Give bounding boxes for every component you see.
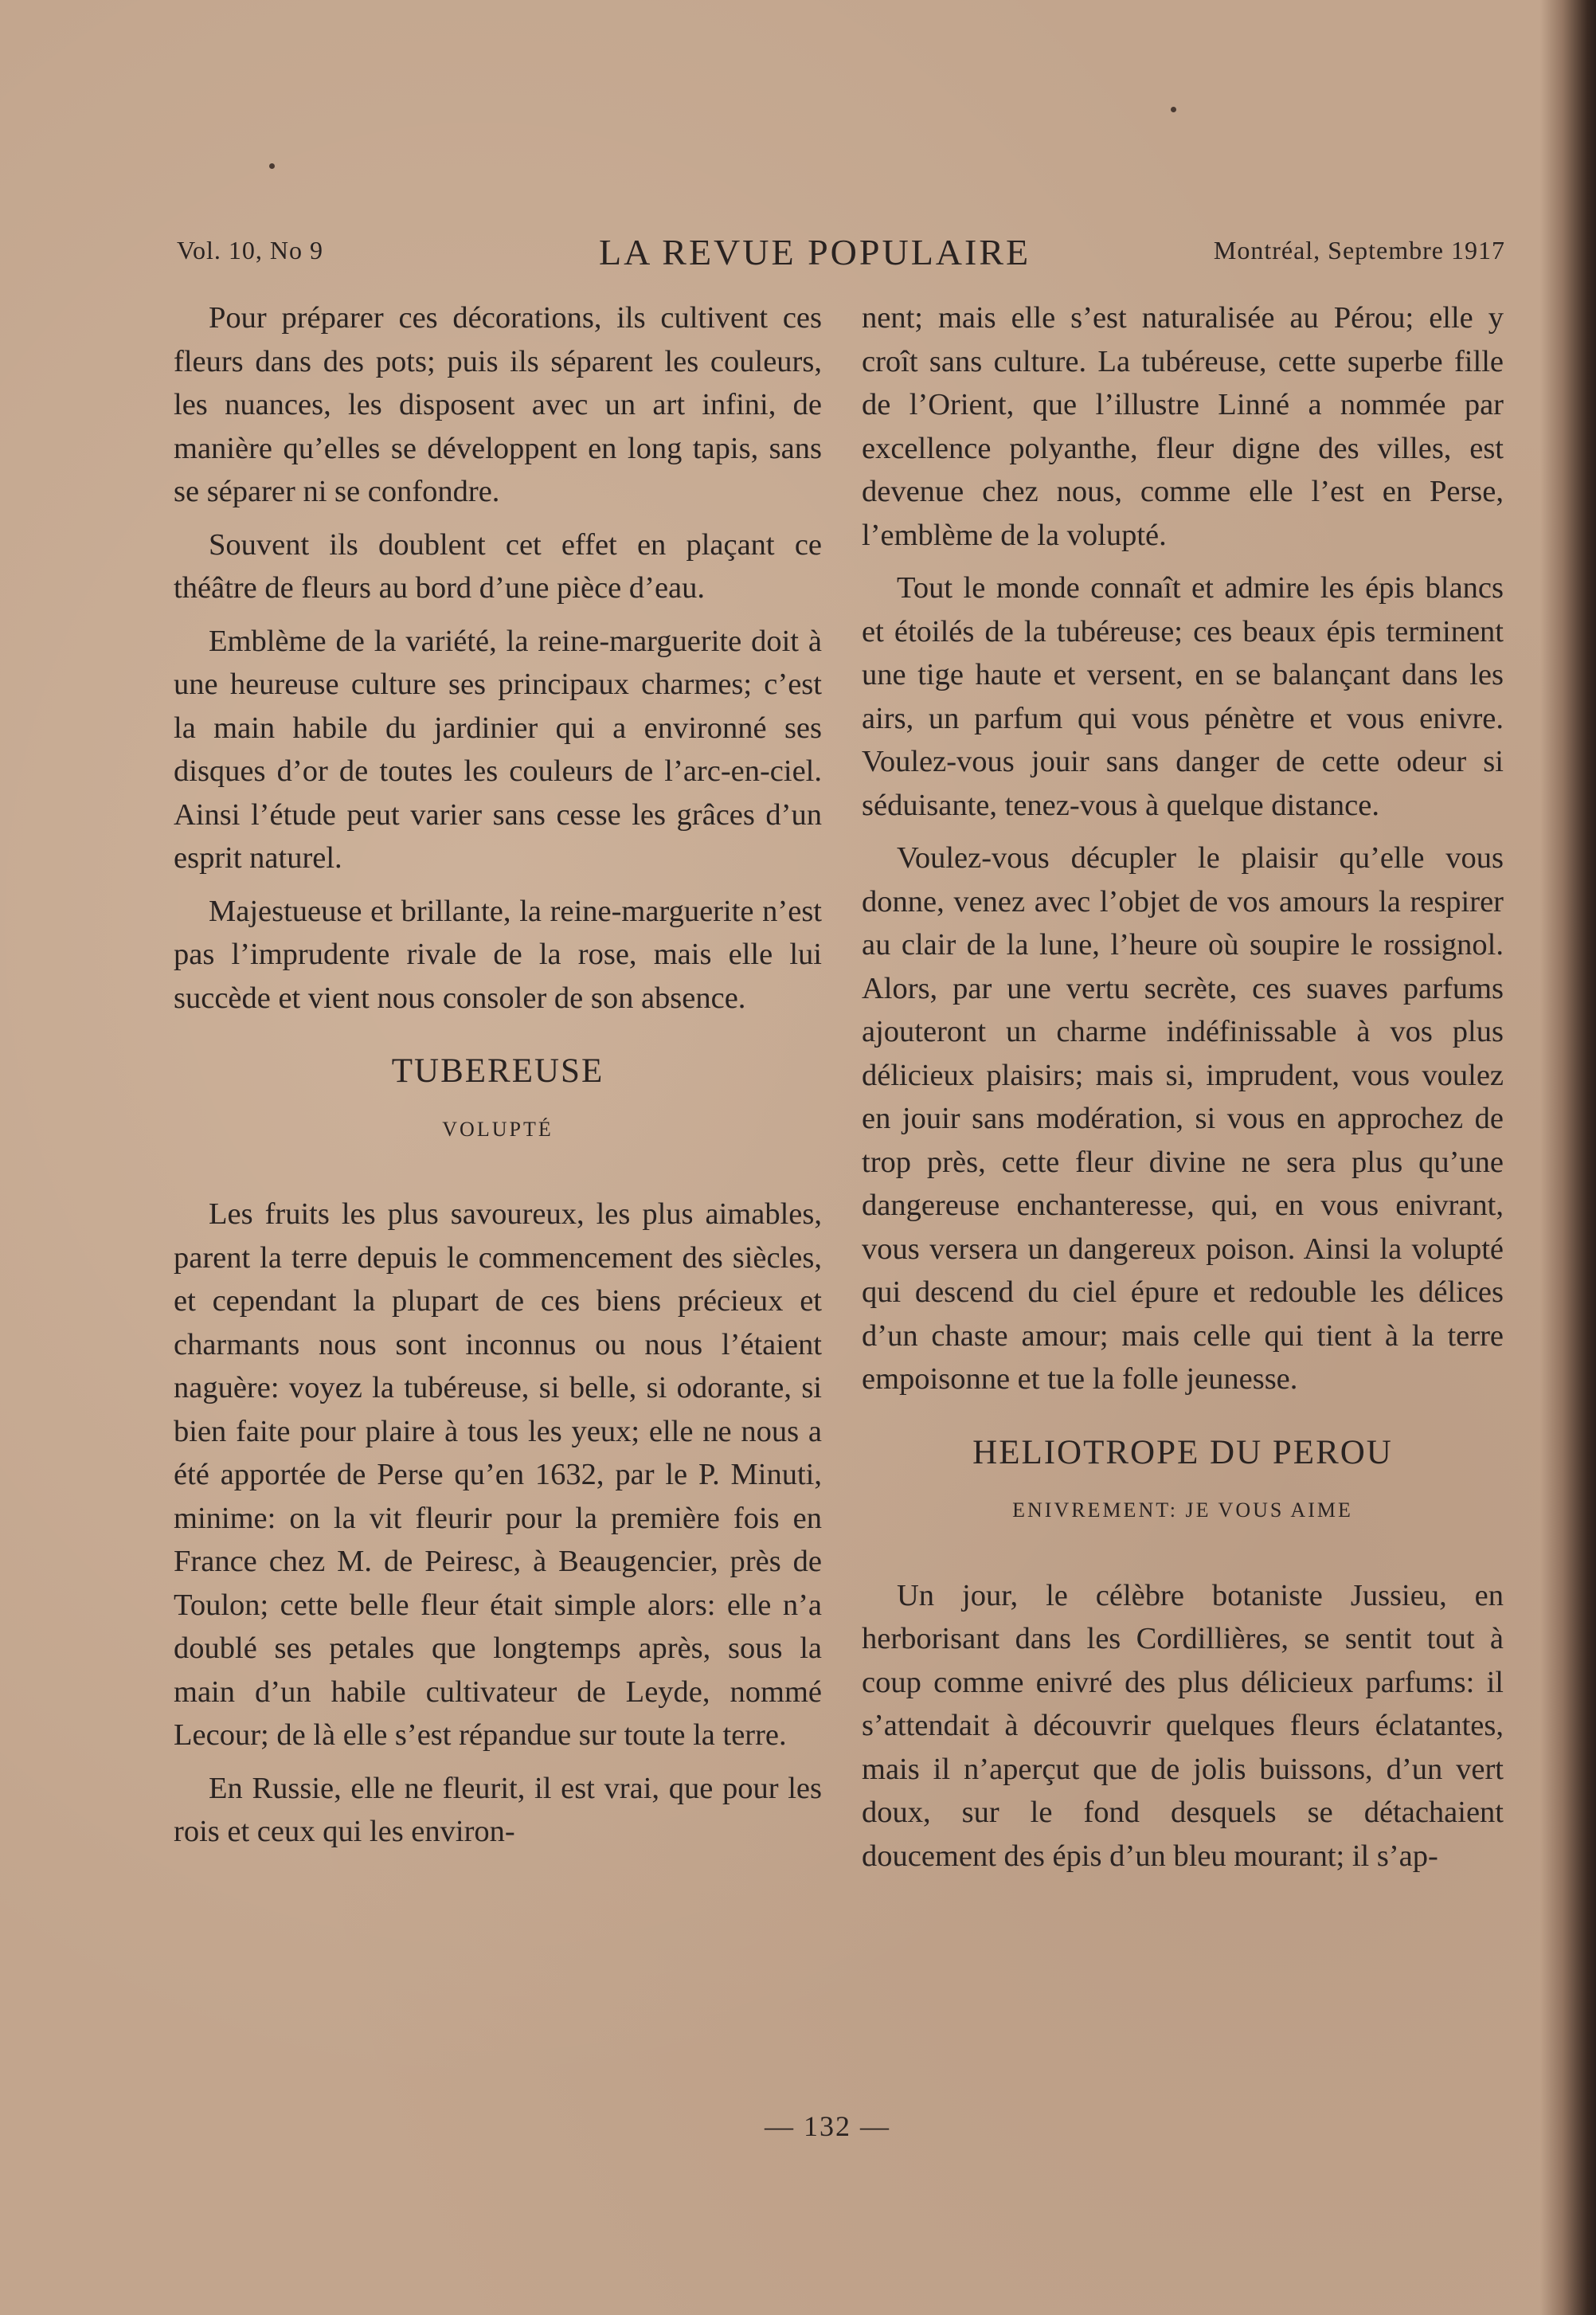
paragraph: Tout le monde connaît et admire les épis blancs et étoilés de la tubéreuse; ces beaux épis terminent une tige haute et versent, en se balançant dans les airs, un parfum qui vous pénètre et vous enivre. Voulez-vous jouir sans danger de cette odeur si séduisante, tenez-vous à quelque distance. [862, 571, 1504, 822]
issue-date: Montréal, Septembre 1917 [1213, 236, 1505, 264]
section-subtitle-enivrement: ENIVREMENT: JE VOUS AIME [1012, 1498, 1353, 1522]
running-header [177, 231, 1505, 279]
section-title-heliotrope: HELIOTROPE DU PEROU [972, 1433, 1393, 1471]
right-column [862, 296, 1504, 1887]
paragraph: Souvent ils doublent cet effet en plaçant ce théâtre de fleurs au bord d’une pièce d’eau. [174, 527, 822, 605]
volume-number: Vol. 10, No 9 [177, 236, 323, 264]
paragraph: Les fruits les plus savoureux, les plus aimables, parent la terre depuis le commencement des siècles, et cependant la plupart de ces biens précieux et charmants nous sont inconnus ou nous l’étaient naguère: voyez la tubéreuse, si belle, si odorante, si bien faite pour plaire à tous les yeux; elle ne nous a été apportée de Perse qu’en 1632, par le P. Minuti, minime: on la vit fleurir pour la première fois en France chez M. de Peiresc, à Beaugencier, près de Toulon; cette belle fleur était simple alors: elle n’a doublé ses petales que longtemps après, sous la main d’un habile cultivateur de Leyde, nommé Lecour; de là elle s’est répandue sur toute la terre. [174, 1197, 822, 1752]
paragraph: nent; mais elle s’est naturalisée au Pérou; elle y croît sans culture. La tubéreuse, cette superbe fille de l’Orient, que l’illustre Linné a nommée par excellence polyanthe, fleur digne des villes, est devenue chez nous, comme elle l’est en Perse, l’emblème de la volupté. [862, 301, 1504, 552]
paragraph: Emblème de la variété, la reine-marguerite doit à une heureuse culture ses principaux charmes; c’est la main habile du jardinier qui a environné ses disques d’or de toutes les couleurs de l’arc-en-ciel. Ainsi l’étude peut varier sans cesse les grâces d’un esprit naturel. [174, 624, 822, 875]
page-number: — 132 — [765, 2110, 890, 2142]
paper-speck [1171, 107, 1176, 112]
section-title-tubereuse: TUBEREUSE [391, 1052, 604, 1090]
paragraph: Un jour, le célèbre botaniste Jussieu, en herborisant dans les Cordillières, se sentit tout à coup comme enivré des plus délicieux parfums: il s’attendait à découvrir quelques fleurs éclatantes, mais il n’aperçut que de jolis buissons, d’un vert doux, sur le fond desquels se détachaient doucement des épis d’un bleu mourant; il s’ap- [862, 1578, 1504, 1873]
left-column [174, 296, 822, 1863]
page-binding-edge [1540, 0, 1596, 2315]
paragraph: Voulez-vous décupler le plaisir qu’elle vous donne, venez avec l’objet de vos amours la respirer au clair de la lune, l’heure où soupire le rossignol. Alors, par une vertu secrète, ces suaves parfums ajouteront un charme indéfinissable à vos plus délicieux plaisirs; mais si, imprudent, vous voulez en jouir sans modération, si vous en approchez de trop près, cette fleur divine ne sera plus qu’une dangereuse enchanteresse, qui, en vous enivrant, vous versera un dangereux poison. Ainsi la volupté qui descend du ciel épure et redouble les délices d’un chaste amour; mais celle qui tient à la terre empoisonne et tue la folle jeunesse. [862, 841, 1504, 1396]
paragraph: Pour préparer ces décorations, ils cultivent ces fleurs dans des pots; puis ils séparent les couleurs, les nuances, les disposent avec un art infini, de manière qu’elles se développent en long tapis, sans se séparer ni se confondre. [174, 301, 822, 508]
paragraph: En Russie, elle ne fleurit, il est vrai, que pour les rois et ceux qui les environ- [174, 1771, 822, 1848]
section-subtitle-volupte: VOLUPTÉ [442, 1117, 554, 1141]
paragraph: Majestueuse et brillante, la reine-marguerite n’est pas l’imprudente rivale de la rose, mais elle lui succède et vient nous consoler de son absence. [174, 894, 822, 1015]
paper-speck [269, 163, 275, 169]
publication-title: LA REVUE POPULAIRE [599, 232, 1031, 272]
